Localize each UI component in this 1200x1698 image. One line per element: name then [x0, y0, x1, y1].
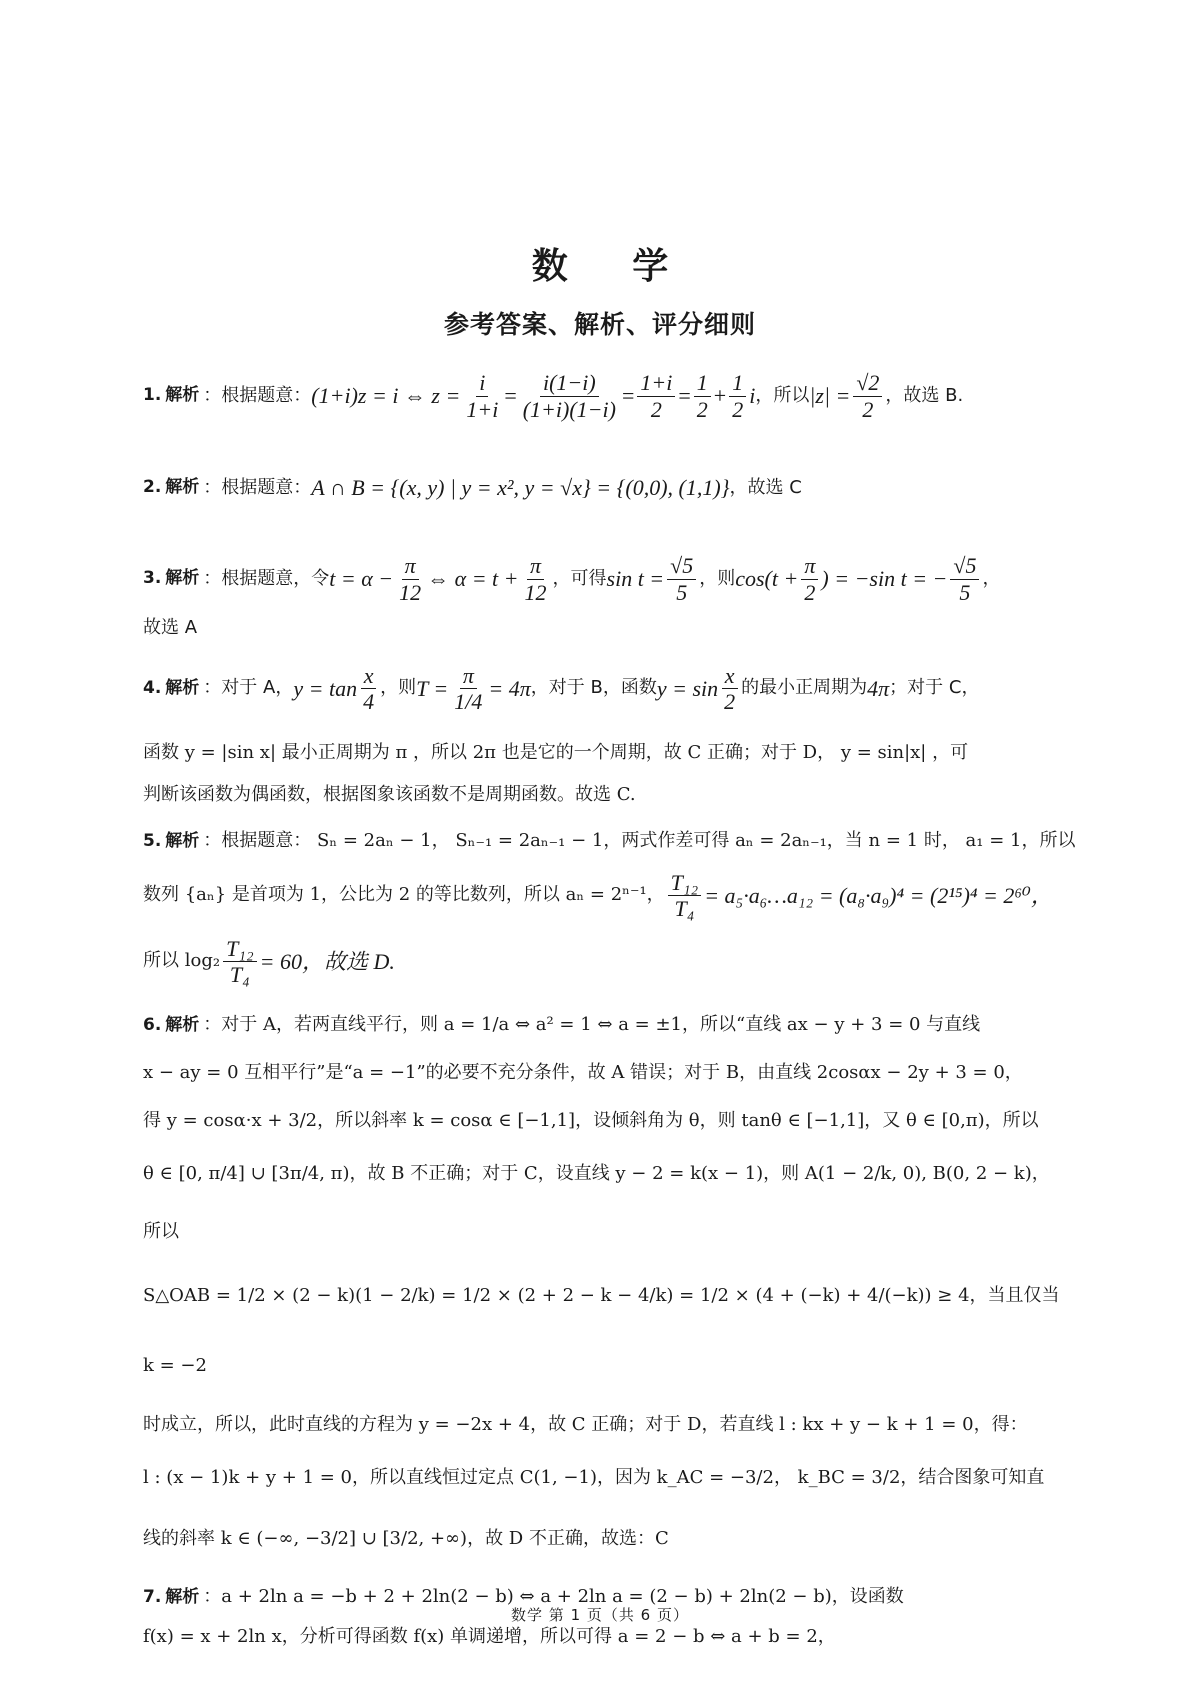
text-line: ：对于 A，若两直线平行，则 a = 1/a ⇔ a² = 1 ⇔ a = ±1，所以“直线 ax − y + 3 = 0 与直线: [203, 1013, 981, 1035]
text-line: S△OAB = 1/2 × (2 − k)(1 − 2/k) = 1/2 × (2 + 2 − k − 4/k) = 1/2 × (4 + (−k) + 4/(−k)) ≥ 4，当且仅当 k = −2: [143, 1284, 1060, 1376]
answer-content: [143, 360, 1076, 1663]
question-number: 4.: [143, 678, 162, 699]
text-line: 故选 A: [143, 617, 198, 638]
text-line: 判断该函数为偶函数，根据图象该函数不是周期函数。故选 C.: [143, 783, 636, 805]
fraction: $\frac{1}{2}$: [729, 370, 746, 422]
page-subtitle: 参考答案、解析、评分细则: [443, 310, 756, 339]
question-5: 5. 解析 ：根据题意： Sₙ = 2aₙ − 1， Sₙ₋₁ = 2aₙ₋₁ − 1，两式作差可得 aₙ = 2aₙ₋₁，当 n = 1 时， a₁ = 1，所以 数列 {aₙ} 是首项为 1，公比为 2 的等比数列，所以 aₙ = 2ⁿ⁻¹， $\frac{\text{T₁₂}}{\text{T₄}}$ = a₅·a₆…a₁₂ = (a₈·a₉)⁴ = (2¹⁵)⁴ = 2⁶⁰， 所以 log₂ $\frac{\text{T₁₂}}{\text{T₄}}$ = 60，故选 D.: [143, 819, 1067, 995]
text-line: 数列 {aₙ} 是首项为 1，公比为 2 的等比数列，所以 aₙ = 2ⁿ⁻¹，: [143, 884, 665, 906]
analysis-label: 解析: [165, 678, 200, 699]
question-number: 3.: [143, 568, 162, 589]
lead-text: ：根据题意：: [203, 384, 312, 406]
page-title: 数 学: [531, 246, 695, 287]
analysis-label: 解析: [165, 385, 200, 406]
page-footer: 数学 第 1 页（共 6 页）: [511, 1606, 689, 1624]
question-number: 1.: [143, 385, 162, 406]
text-line: ：根据题意： Sₙ = 2aₙ − 1， Sₙ₋₁ = 2aₙ₋₁ − 1，两式作差可得 aₙ = 2aₙ₋₁，当 n = 1 时， a₁ = 1，所以: [203, 829, 1076, 851]
fraction: $\frac{\pi}{2}$: [801, 553, 818, 605]
text-line: 时成立，所以，此时直线的方程为 y = −2x + 4，故 C 正确；对于 D，若直线 l : kx + y − k + 1 = 0，得：: [143, 1413, 1028, 1435]
analysis-label: 解析: [165, 1586, 200, 1607]
analysis-label: 解析: [165, 1014, 200, 1035]
text-line: 得 y = cosα·x + 3/2，所以斜率 k = cosα ∈ [−1,1]，设倾斜角为 θ，则 tanθ ∈ [−1,1]，又 θ ∈ [0,π)，所以: [143, 1109, 1039, 1131]
text-line: ：a + 2ln a = −b + 2 + 2ln(2 − b) ⇔ a + 2ln a = (2 − b) + 2ln(2 − b)，设函数: [203, 1585, 904, 1607]
analysis-label: 解析: [165, 568, 200, 589]
question-4: 4. 解析 ：对于 A， y = tan $\frac{x}{4}$ ，则 T = $\frac{\pi}{1/4}$ = 4π ，对于 B，函数 y = sin $\frac{x}{2}$ 的最小正周期为 4π ；对于 C， 函数 y = |sin x| 最小正周期为 π ，所以 2π 也是它的一个周期，故 C 正确；对于 D， y = sin|x| ，可 判断该函数为偶函数，根据图象该函数不是周期函数。故选 C.: [143, 649, 1067, 813]
text-line: l : (x − 1)k + y + 1 = 0，所以直线恒过定点 C(1, −1)，因为 k_AC = −3/2， k_BC = 3/2，结合图象可知直: [143, 1466, 1045, 1488]
question-number: 5.: [143, 830, 162, 851]
analysis-label: 解析: [165, 477, 200, 498]
text-line: f(x) = x + 2ln x，分析可得函数 f(x) 单调递增，所以可得 a = 2 − b ⇔ a + b = 2，: [143, 1625, 836, 1647]
text-line: 所以 log₂: [143, 950, 221, 972]
fraction: $\frac{i}{1+i}$: [466, 370, 499, 422]
fraction: $\frac{1+i}{2}$: [637, 370, 675, 422]
fraction: $\frac{\text{T₁₂}}{\text{T₄}}$: [223, 936, 257, 988]
fraction: $\frac{\pi}{1/4}$: [454, 663, 483, 715]
question-2: 2. 解析 ：根据题意： A ∩ B = {(x, y) | y = x², y = √x} = {(0,0), (1,1)} ，故选 C: [143, 448, 1067, 528]
text-line: x − ay = 0 互相平行”是“a = −1”的必要不充分条件，故 A 错误；对于 B，由直线 2cosαx − 2y + 3 = 0，: [143, 1061, 1023, 1083]
fraction: $\frac{√5}{5}$: [950, 553, 979, 605]
question-number: 6.: [143, 1014, 162, 1035]
fraction: $\frac{\pi}{12}$: [524, 553, 547, 605]
fraction: $\frac{x}{4}$: [360, 663, 377, 715]
fraction: $\frac{√2}{2}$: [853, 370, 882, 422]
question-1: 1. 解析 ：根据题意： (1+i)z = i ⇔ z = $\frac{i}{1+i}$ = $\frac{i(1-i)}{(1+i)(1-i)}$ = $\frac{1+i}{2}$ = $\frac{1}{2}$ + $\frac{1}{2}$ i ，所以 |z| = $\frac{√2}{2}$ ，故选 B.: [143, 370, 964, 422]
fraction: $\frac{1}{2}$: [694, 370, 711, 422]
fraction: $\frac{\pi}{12}$: [399, 553, 422, 605]
text-line: 函数 y = |sin x| 最小正周期为 π ，所以 2π 也是它的一个周期，故 C 正确；对于 D， y = sin|x| ，可: [143, 741, 969, 763]
equation: (1+i)z = i ⇔ z =: [311, 383, 461, 409]
fraction: $\frac{\text{T₁₂}}{\text{T₄}}$: [668, 870, 702, 922]
equation: A ∩ B = {(x, y) | y = x², y = √x} = {(0,0), (1,1)}: [311, 475, 730, 501]
text-line: θ ∈ [0, π/4] ∪ [3π/4, π)，故 B 不正确；对于 C，设直线 y − 2 = k(x − 1)，则 A(1 − 2/k, 0), B(0, 2 − k)，所以: [143, 1162, 1050, 1242]
fraction: $\frac{√5}{5}$: [667, 553, 696, 605]
question-3: 3. 解析 ：根据题意，令 t = α − $\frac{\pi}{12}$ ⇔ α = t + $\frac{\pi}{12}$ ，可得 sin t = $\frac{√5}{5}$ ，则 cos(t + $\frac{\pi}{2}$ ) = −sin t = − $\frac{√5}{5}$ ， 故选 A: [143, 544, 1067, 643]
fraction: $\frac{i(1-i)}{(1+i)(1-i)}$: [522, 370, 616, 422]
question-6: [143, 1001, 1067, 1571]
fraction: $\frac{x}{2}$: [721, 663, 738, 715]
question-number: 7.: [143, 1586, 162, 1607]
analysis-label: 解析: [165, 830, 200, 851]
question-number: 2.: [143, 477, 162, 498]
text-line: 线的斜率 k ∈ (−∞, −3/2] ∪ [3/2, +∞)，故 D 不正确，故选：C: [143, 1527, 669, 1549]
